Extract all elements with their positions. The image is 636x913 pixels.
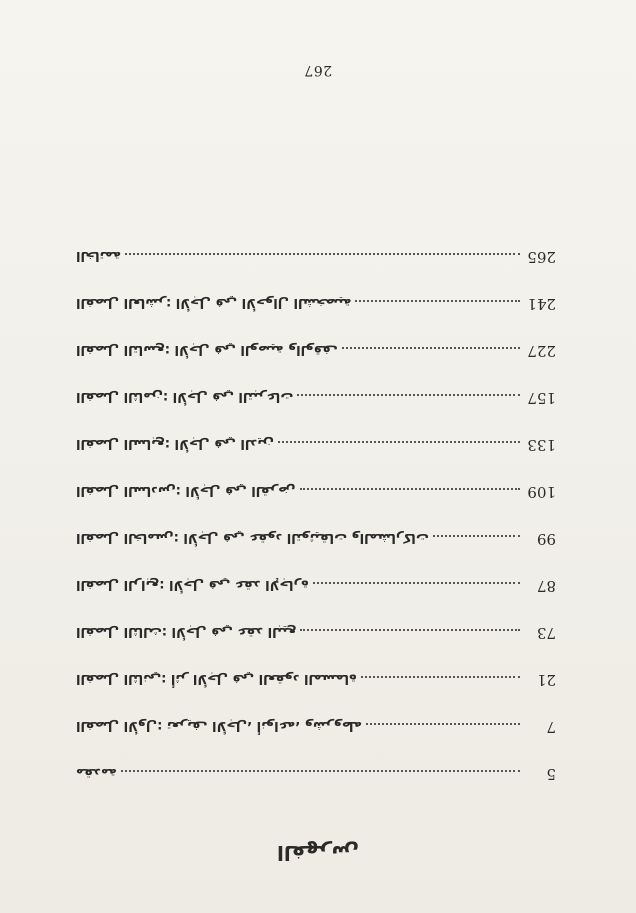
toc-leader-dots bbox=[366, 723, 520, 726]
toc-entry-title: الفصل الأول: تعريف الأجل، أنواعه، وشروطه bbox=[76, 718, 362, 733]
toc-entry bbox=[76, 671, 556, 693]
toc-entry-page: 5 bbox=[546, 765, 556, 783]
toc-entry-page: 265 bbox=[527, 248, 556, 266]
toc-leader-dots bbox=[125, 253, 520, 256]
toc-entry-page: 21 bbox=[536, 671, 556, 689]
page-number: 267 bbox=[303, 62, 333, 78]
toc-entry-title: الفصل الثالث: الأجل في عقد البيع bbox=[76, 624, 297, 639]
toc-entry bbox=[76, 624, 556, 646]
toc-entry bbox=[76, 436, 556, 458]
toc-leader-dots bbox=[361, 676, 520, 679]
toc-entry-page: 87 bbox=[536, 577, 556, 595]
toc-entry-page: 99 bbox=[536, 530, 556, 548]
toc-entry-page: 241 bbox=[527, 295, 556, 313]
toc-entry-title: الفصل الثامن: الأجل في التبرعات bbox=[76, 389, 294, 404]
toc-entry-title: الفصل السادس: الأجل في القرض bbox=[76, 483, 296, 498]
toc-entry-title: مقدمة bbox=[76, 765, 117, 780]
toc-entry bbox=[76, 718, 556, 740]
toc-entry-page: 7 bbox=[546, 718, 556, 736]
toc-entry-title: الفصل التاسع: الأجل في الوصية والوقف bbox=[76, 342, 338, 357]
toc-entry-title: الفصل الخامس: الأجل في عقود التوثيقات والمشاركات bbox=[76, 530, 429, 545]
toc-entry-page: 73 bbox=[536, 624, 556, 642]
toc-heading: الفهرس bbox=[277, 841, 360, 865]
toc-entry bbox=[76, 765, 556, 787]
toc-entry bbox=[76, 530, 556, 552]
toc-entry-title: الفصل السابع: الأجل في الدين bbox=[76, 436, 274, 451]
toc-entry-title: الفصل الثاني: أثر الأجل في العقود المسماة bbox=[76, 671, 357, 686]
toc-entry-page: 157 bbox=[527, 389, 556, 407]
toc-leader-dots bbox=[433, 535, 520, 538]
toc-leader-dots bbox=[300, 488, 520, 491]
toc-entry-title: الفصل العاشر: الأجل في الأحوال الشخصية bbox=[76, 295, 352, 310]
toc-leader-dots bbox=[121, 770, 520, 773]
toc-entry bbox=[76, 483, 556, 505]
toc-leader-dots bbox=[355, 300, 520, 303]
toc-entry-page: 227 bbox=[527, 342, 556, 360]
toc-entry-title: الخاتمة bbox=[76, 248, 122, 263]
toc-entry bbox=[76, 389, 556, 411]
toc-leader-dots bbox=[313, 582, 520, 585]
toc-leader-dots bbox=[297, 394, 520, 397]
toc-leader-dots bbox=[342, 347, 520, 350]
toc-leader-dots bbox=[300, 629, 520, 632]
toc-entry-title: الفصل الرابع: الأجل في عقد الإجارة bbox=[76, 577, 309, 592]
toc-entry bbox=[76, 295, 556, 317]
toc-entry-page: 133 bbox=[527, 436, 556, 454]
toc-entry bbox=[76, 342, 556, 364]
toc-entry bbox=[76, 577, 556, 599]
toc-leader-dots bbox=[278, 441, 520, 444]
toc-entry-page: 109 bbox=[527, 483, 556, 501]
toc-entry bbox=[76, 248, 556, 270]
